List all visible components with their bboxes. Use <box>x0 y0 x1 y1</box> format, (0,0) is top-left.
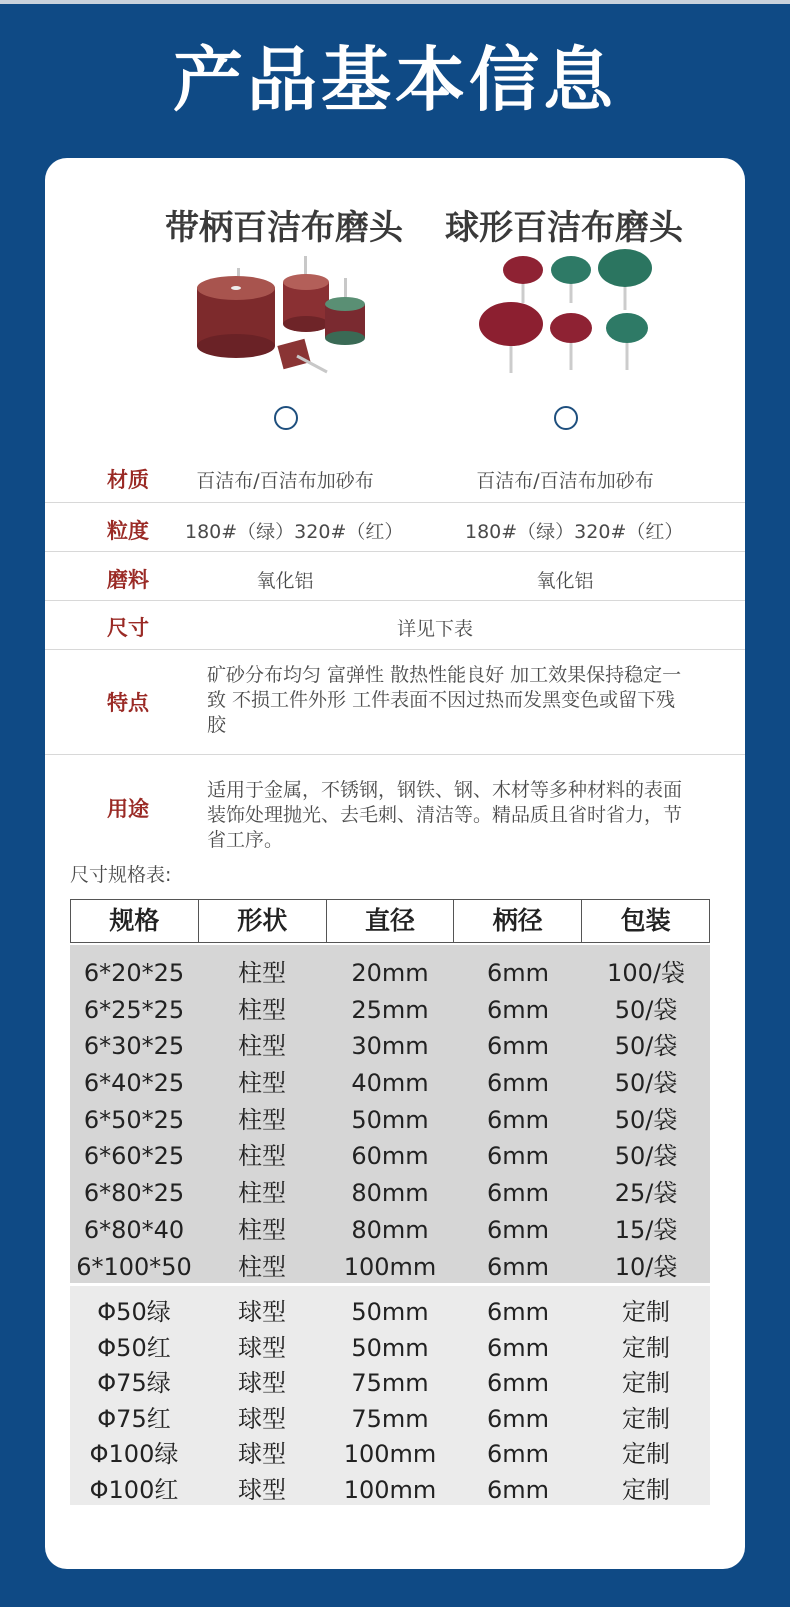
size-label: 尺寸 <box>107 616 149 640</box>
property-row-usage <box>45 755 745 859</box>
table-cell: 6mm <box>486 1142 550 1171</box>
table-row <box>70 1028 710 1065</box>
table-cell: 6*30*25 <box>83 1032 185 1061</box>
table-row <box>70 1138 710 1175</box>
table-row <box>70 1401 710 1437</box>
table-cell: 柱型 <box>238 1142 286 1171</box>
table-cell: 定制 <box>622 1369 670 1397</box>
abrasive-label: 磨料 <box>107 568 149 592</box>
table-cell: 25mm <box>351 995 429 1024</box>
table-cell: 球型 <box>238 1475 286 1504</box>
table-cell: 6*40*25 <box>83 1069 185 1098</box>
table-cell: 6mm <box>486 959 550 987</box>
table-cell: 6mm <box>486 1404 550 1433</box>
table-cell: Φ75红 <box>97 1404 171 1433</box>
size-value: 详见下表 <box>396 618 473 640</box>
table-cell: 6mm <box>486 1298 550 1326</box>
table-cell: 100mm <box>343 1440 437 1468</box>
table-row <box>70 1212 710 1249</box>
table-row <box>70 1472 710 1508</box>
table-cell: 柱型 <box>238 1179 286 1208</box>
property-row-grit <box>45 503 745 552</box>
table-cell: 6mm <box>486 1475 550 1504</box>
table-cell: Φ50绿 <box>97 1298 171 1326</box>
info-card <box>45 158 745 1569</box>
flap-wheel-image <box>185 248 405 388</box>
table-cell: 15/袋 <box>614 1215 678 1244</box>
table-row <box>70 1249 710 1286</box>
column-header-package: 包装 <box>620 906 671 935</box>
spec-group-cylinder <box>70 945 710 1283</box>
table-cell: 定制 <box>622 1404 670 1433</box>
table-cell: 50/袋 <box>614 1032 678 1061</box>
page-title: 产品基本信息 <box>173 39 617 121</box>
table-cell: 50mm <box>351 1333 429 1362</box>
product-title-handle: 带柄百洁布磨头 <box>165 208 403 248</box>
table-cell: 80mm <box>351 1215 429 1244</box>
table-cell: 柱型 <box>238 995 286 1024</box>
table-cell: 球型 <box>238 1440 286 1468</box>
abrasive-value-handle: 氧化铝 <box>256 570 314 592</box>
table-cell: 球型 <box>238 1298 286 1326</box>
table-cell: 75mm <box>351 1369 429 1397</box>
column-header-shape: 形状 <box>199 900 327 942</box>
table-cell: 柱型 <box>238 959 286 987</box>
table-cell: 50/袋 <box>614 1142 678 1171</box>
abrasive-value-ball: 氧化铝 <box>536 570 594 592</box>
table-cell: 6*80*40 <box>83 1215 185 1244</box>
product-title-ball: 球形百洁布磨头 <box>445 208 683 248</box>
table-cell: 6*100*50 <box>76 1252 192 1281</box>
property-row-abrasive <box>45 552 745 601</box>
table-cell: 10/袋 <box>614 1252 678 1281</box>
table-cell: 柱型 <box>238 1215 286 1244</box>
table-cell: 6*60*25 <box>83 1142 185 1171</box>
table-cell: 6mm <box>486 995 550 1024</box>
table-cell: 柱型 <box>238 1252 286 1281</box>
table-cell: 柱型 <box>238 1069 286 1098</box>
table-cell: 100/袋 <box>607 959 685 987</box>
ball-head-image <box>475 248 695 388</box>
column-header-shank: 柄径 <box>454 900 582 942</box>
table-cell: Φ50红 <box>97 1333 171 1362</box>
material-label: 材质 <box>107 468 149 492</box>
table-row <box>70 1330 710 1366</box>
table-cell: 球型 <box>238 1333 286 1362</box>
table-cell: 30mm <box>351 1032 429 1061</box>
table-cell: 球型 <box>238 1369 286 1397</box>
table-cell: 定制 <box>622 1333 670 1362</box>
table-cell: 6mm <box>486 1105 550 1134</box>
table-cell: 定制 <box>622 1475 670 1504</box>
table-cell: 6mm <box>486 1179 550 1208</box>
features-label: 特点 <box>107 691 149 715</box>
table-cell: 6mm <box>486 1252 550 1281</box>
table-cell: 25/袋 <box>614 1179 678 1208</box>
table-cell: 40mm <box>351 1069 429 1098</box>
material-value-ball: 百洁布/百洁布加砂布 <box>476 470 654 492</box>
table-cell: 50mm <box>351 1298 429 1326</box>
table-row <box>70 1175 710 1212</box>
table-cell: Φ75绿 <box>97 1369 171 1397</box>
table-cell: 6mm <box>486 1032 550 1061</box>
grit-label: 粒度 <box>107 519 149 543</box>
table-row <box>70 1294 710 1330</box>
table-cell: 80mm <box>351 1179 429 1208</box>
table-cell: 6mm <box>486 1333 550 1362</box>
table-cell: 100mm <box>343 1475 437 1504</box>
table-cell: 定制 <box>622 1440 670 1468</box>
table-cell: 定制 <box>622 1298 670 1326</box>
table-cell: 50mm <box>351 1105 429 1134</box>
table-cell: 6mm <box>486 1215 550 1244</box>
table-cell: 球型 <box>238 1404 286 1433</box>
spec-table <box>70 899 710 1504</box>
table-cell: 6*80*25 <box>83 1179 185 1208</box>
table-cell: 柱型 <box>238 1032 286 1061</box>
top-divider <box>0 0 790 4</box>
table-cell: Φ100红 <box>89 1475 179 1504</box>
table-row <box>70 1065 710 1102</box>
grit-value-ball: 180#（绿）320#（红） <box>465 521 684 543</box>
property-row-material <box>45 454 745 503</box>
table-cell: 6*25*25 <box>83 995 185 1024</box>
product-radio-handle[interactable] <box>274 406 298 430</box>
table-cell: 6mm <box>486 1369 550 1397</box>
features-text: 矿砂分布均匀 富弹性 散热性能良好 加工效果保持稳定一致 不损工件外形 工件表面不因过热而发黑变色或留下残胶 <box>207 664 682 736</box>
table-row <box>70 992 710 1029</box>
usage-text: 适用于金属，不锈钢，钢铁、钢、木材等多种材料的表面装饰处理抛光、去毛刺、清洁等。精品质且省时省力，节省工序。 <box>207 779 683 851</box>
table-cell: 6mm <box>486 1440 550 1468</box>
spec-table-header <box>70 899 710 943</box>
table-cell: 6mm <box>486 1069 550 1098</box>
usage-label: 用途 <box>107 797 149 821</box>
table-cell: 75mm <box>351 1404 429 1433</box>
table-cell: 50/袋 <box>614 1069 678 1098</box>
table-cell: 50/袋 <box>614 995 678 1024</box>
table-cell: 柱型 <box>238 1105 286 1134</box>
column-header-spec: 规格 <box>71 900 199 942</box>
material-value-handle: 百洁布/百洁布加砂布 <box>196 470 374 492</box>
table-cell: Φ100绿 <box>89 1440 179 1468</box>
product-radio-ball[interactable] <box>554 406 578 430</box>
table-row <box>70 1102 710 1139</box>
grit-value-handle: 180#（绿）320#（红） <box>185 521 404 543</box>
table-cell: 6*50*25 <box>83 1105 185 1134</box>
table-cell: 20mm <box>351 959 429 987</box>
column-header-diameter: 直径 <box>327 900 455 942</box>
spec-table-caption: 尺寸规格表: <box>70 864 172 886</box>
spec-group-ball <box>70 1286 710 1505</box>
property-row-features <box>45 650 745 755</box>
table-row <box>70 1436 710 1472</box>
table-cell: 60mm <box>351 1142 429 1171</box>
table-cell: 50/袋 <box>614 1105 678 1134</box>
table-cell: 100mm <box>343 1252 437 1281</box>
table-row <box>70 955 710 992</box>
table-row <box>70 1365 710 1401</box>
table-cell: 6*20*25 <box>83 959 185 987</box>
property-row-size <box>45 601 745 650</box>
